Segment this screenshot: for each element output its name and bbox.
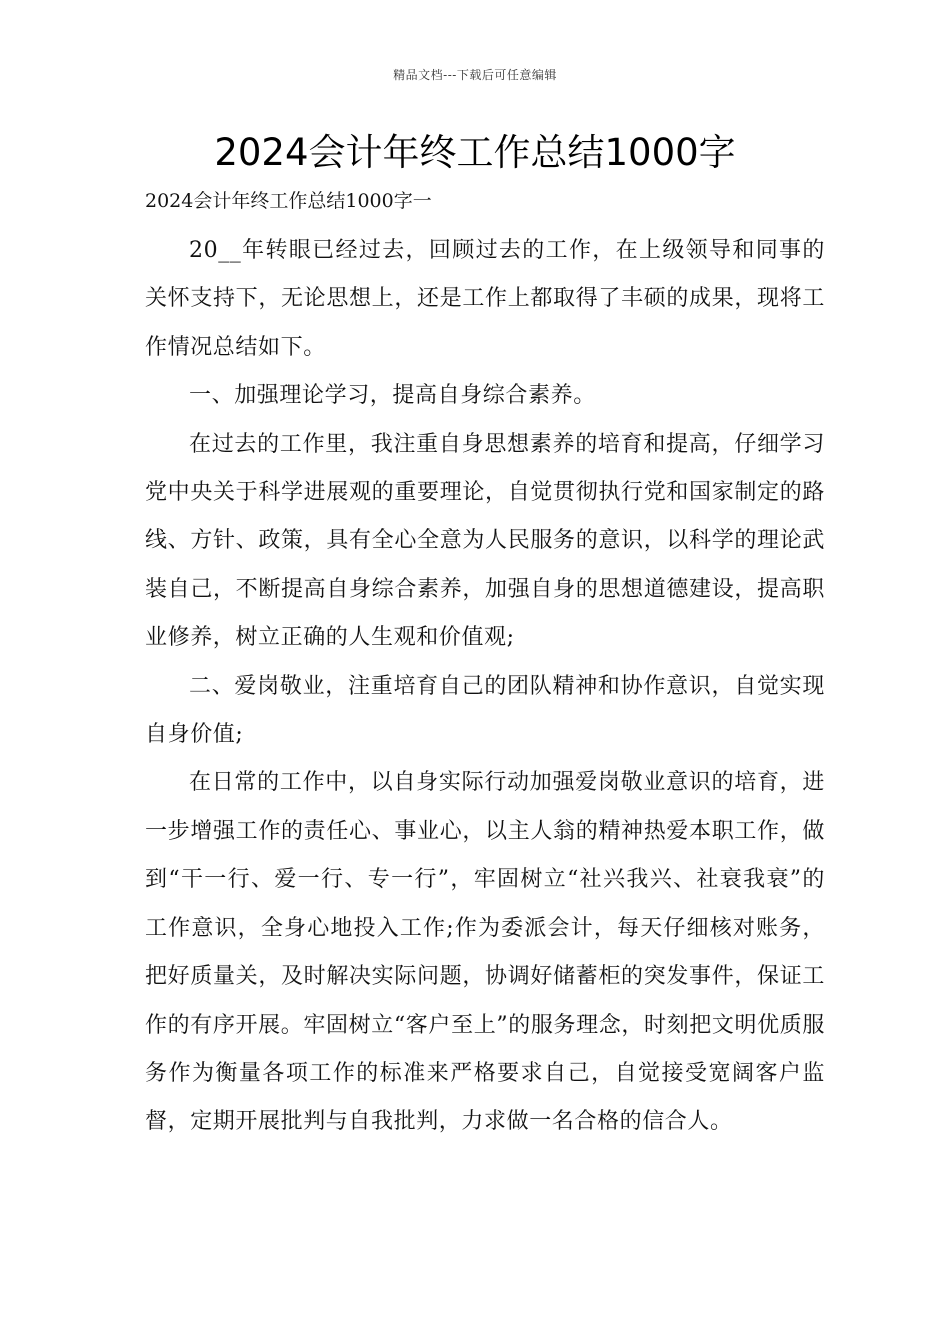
header-note: 精品文档---下载后可任意编辑: [393, 68, 557, 82]
section-heading-1: 一、加强理论学习，提高自身综合素养。: [189, 383, 596, 409]
paragraph-section-2: 在日常的工作中，以自身实际行动加强爱岗敬业意识的培育，进一步增强工作的责任心、事业心，以主人翁的精神热爱本职工作，做到“干一行、爱一行、专一行”，牢固树立“社兴我兴、社衰我衰”的工作意识，全身心地投入工作;作为委派会计，每天仔细核对账务，把好质量关，及时解决实际问题，协调好储蓄柜的突发事件，保证工作的有序开展。牢固树立“客户至上”的服务理念，时刻把文明优质服务作为衡量各项工作的标准来严格要求自己，自觉接受宽阔客户监督，定期开展批判与自我批判，力求做一名合格的信合人。: [145, 770, 825, 1135]
document-title: 2024会计年终工作总结1000字: [214, 131, 736, 174]
document-subtitle: 2024会计年终工作总结1000字一: [145, 190, 432, 212]
paragraph-intro: 20__年转眼已经过去，回顾过去的工作，在上级领导和同事的关怀支持下，无论思想上，还是工作上都取得了丰硕的成果，现将工作情况总结如下。: [145, 238, 825, 360]
section-heading-2: 二、爱岗敬业，注重培育自己的团队精神和协作意识，自觉实现自身价值;: [145, 673, 825, 748]
paragraph-section-1: 在过去的工作里，我注重自身思想素养的培育和提高，仔细学习党中央关于科学进展观的重要理论，自觉贯彻执行党和国家制定的路线、方针、政策，具有全心全意为人民服务的意识，以科学的理论武装自己，不断提高自身综合素养，加强自身的思想道德建设，提高职业修养，树立正确的人生观和价值观;: [145, 431, 825, 651]
document-body: [145, 227, 825, 1147]
